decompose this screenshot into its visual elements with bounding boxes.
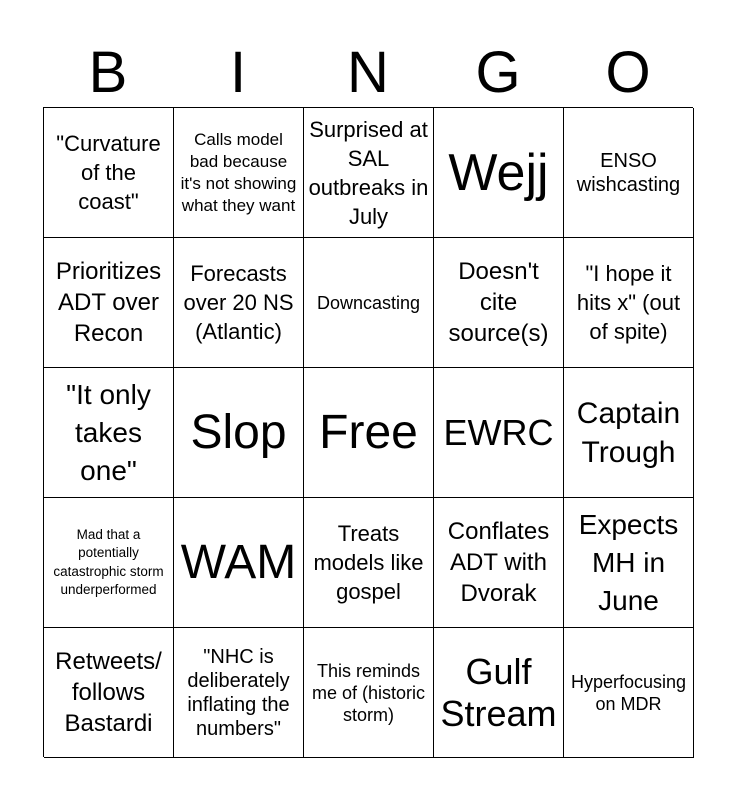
bingo-cell-r4c1[interactable] xyxy=(44,498,174,628)
bingo-cell-r3c2[interactable] xyxy=(174,368,304,498)
cell-text: Retweets/ follows Bastardi xyxy=(55,648,162,737)
cell-text: Slop xyxy=(190,405,287,459)
cell-text: "I hope it hits x" (out of spite) xyxy=(576,261,681,344)
header-letter-g: G xyxy=(475,40,521,105)
header-letter-n: N xyxy=(347,40,389,105)
cell-text: Downcasting xyxy=(316,292,421,313)
cell-text: "Curvature of the coast" xyxy=(56,131,161,214)
bingo-cell-r3c5[interactable] xyxy=(564,368,694,498)
bingo-cell-r2c1[interactable] xyxy=(44,238,174,368)
header-letter-o: O xyxy=(605,40,651,105)
bingo-cell-r1c2[interactable] xyxy=(174,108,304,238)
bingo-cell-r1c4[interactable] xyxy=(434,108,564,238)
cell-text: "It only takes one" xyxy=(66,378,151,486)
bingo-cell-r1c5[interactable] xyxy=(564,108,694,238)
cell-text: Expects MH in June xyxy=(578,508,679,616)
bingo-cell-r5c3[interactable] xyxy=(304,628,434,758)
bingo-cell-r4c5[interactable] xyxy=(564,498,694,628)
cell-text: Surprised at SAL outbreaks in July xyxy=(308,116,429,229)
bingo-board xyxy=(43,107,693,757)
cell-text: WAM xyxy=(180,535,297,589)
bingo-cell-r4c4[interactable] xyxy=(434,498,564,628)
cell-text: Prioritizes ADT over Recon xyxy=(55,258,162,347)
bingo-cell-r5c1[interactable] xyxy=(44,628,174,758)
bingo-cell-r2c3[interactable] xyxy=(304,238,434,368)
cell-text: Treats models like gospel xyxy=(313,521,424,604)
cell-text: Gulf Stream xyxy=(440,650,557,734)
cell-text: Doesn't cite source(s) xyxy=(448,258,549,347)
bingo-cell-r5c2[interactable] xyxy=(174,628,304,758)
bingo-cell-r2c4[interactable] xyxy=(434,238,564,368)
cell-text: ENSO wishcasting xyxy=(576,149,681,196)
bingo-cell-r4c2[interactable] xyxy=(174,498,304,628)
cell-text: EWRC xyxy=(443,411,554,453)
bingo-cell-r3c4[interactable] xyxy=(434,368,564,498)
bingo-cell-r4c3[interactable] xyxy=(304,498,434,628)
cell-text: This reminds me of (historic storm) xyxy=(311,660,426,725)
cell-text: "NHC is deliberately inflating the numbers" xyxy=(187,645,290,740)
cell-text: Wejj xyxy=(448,143,549,202)
bingo-cell-r3c3[interactable] xyxy=(304,368,434,498)
bingo-cell-r1c1[interactable] xyxy=(44,108,174,238)
bingo-cell-r1c3[interactable] xyxy=(304,108,434,238)
bingo-cell-r2c2[interactable] xyxy=(174,238,304,368)
bingo-cell-r5c5[interactable] xyxy=(564,628,694,758)
header-letter-i: I xyxy=(229,40,247,105)
bingo-cell-r5c4[interactable] xyxy=(434,628,564,758)
cell-text: Forecasts over 20 NS (Atlantic) xyxy=(183,261,294,344)
cell-text: Free xyxy=(319,405,418,459)
bingo-cell-r3c1[interactable] xyxy=(44,368,174,498)
bingo-header xyxy=(43,40,693,106)
cell-text: Conflates ADT with Dvorak xyxy=(447,518,550,607)
bingo-cell-r2c5[interactable] xyxy=(564,238,694,368)
header-letter-b: B xyxy=(88,40,128,105)
cell-text: Hyperfocusing on MDR xyxy=(570,671,687,714)
cell-text: Calls model bad because it's not showing what they want xyxy=(180,129,297,215)
cell-text: Mad that a potentially catastrophic storm underperformed xyxy=(53,526,164,597)
cell-text: Captain Trough xyxy=(576,396,681,469)
